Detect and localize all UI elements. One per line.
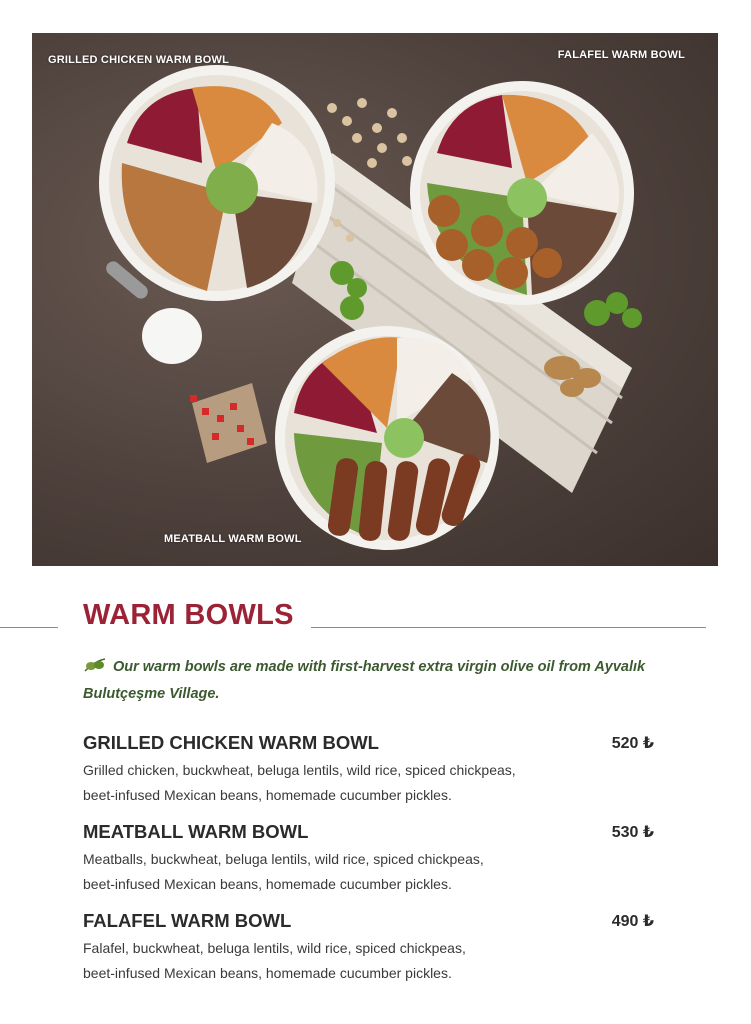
hero-food-photo — [32, 33, 718, 566]
bowls-illustration — [32, 33, 718, 566]
item-description — [83, 936, 663, 986]
menu-item-meatball — [83, 821, 663, 897]
item-name: MEATBALL WARM BOWL — [83, 821, 309, 842]
item-price: 530 ₺ — [611, 824, 654, 841]
item-description-line: beet-infused Mexican beans, homemade cucumber pickles. — [83, 965, 452, 981]
item-description — [83, 847, 663, 897]
olive-icon — [83, 657, 107, 673]
item-price: 520 ₺ — [611, 735, 654, 752]
item-description-line: Meatballs, buckwheat, beluga lentils, wild rice, spiced chickpeas, — [83, 851, 484, 867]
section-intro — [83, 654, 673, 708]
item-description-line: Grilled chicken, buckwheat, beluga lentils, wild rice, spiced chickpeas, — [83, 762, 516, 778]
falafel-bowl — [410, 81, 634, 305]
chopped-pepper — [190, 383, 267, 463]
item-name: FALAFEL WARM BOWL — [83, 910, 292, 931]
item-description-line: Falafel, buckwheat, beluga lentils, wild rice, spiced chickpeas, — [83, 940, 466, 956]
item-price: 490 ₺ — [611, 913, 654, 930]
intro-text: Our warm bowls are made with first-harvest extra virgin olive oil from Ayvalık Bulutçeşme Village. — [83, 659, 646, 702]
photo-label-meatball: MEATBALL WARM BOWL — [164, 533, 302, 545]
menu-item-falafel — [83, 910, 663, 986]
divider-right — [311, 627, 706, 628]
section-title: WARM BOWLS — [83, 599, 294, 631]
item-description-line: beet-infused Mexican beans, homemade cucumber pickles. — [83, 876, 452, 892]
divider-left — [0, 627, 58, 628]
item-description-line: beet-infused Mexican beans, homemade cucumber pickles. — [83, 787, 452, 803]
grilled-chicken-bowl — [99, 65, 335, 301]
meatball-bowl — [275, 326, 499, 550]
photo-label-falafel: FALAFEL WARM BOWL — [557, 49, 685, 61]
photo-label-grilled-chicken: GRILLED CHICKEN WARM BOWL — [48, 54, 229, 66]
menu-item-grilled-chicken — [83, 732, 663, 808]
item-description — [83, 758, 663, 808]
item-name: GRILLED CHICKEN WARM BOWL — [83, 732, 379, 753]
